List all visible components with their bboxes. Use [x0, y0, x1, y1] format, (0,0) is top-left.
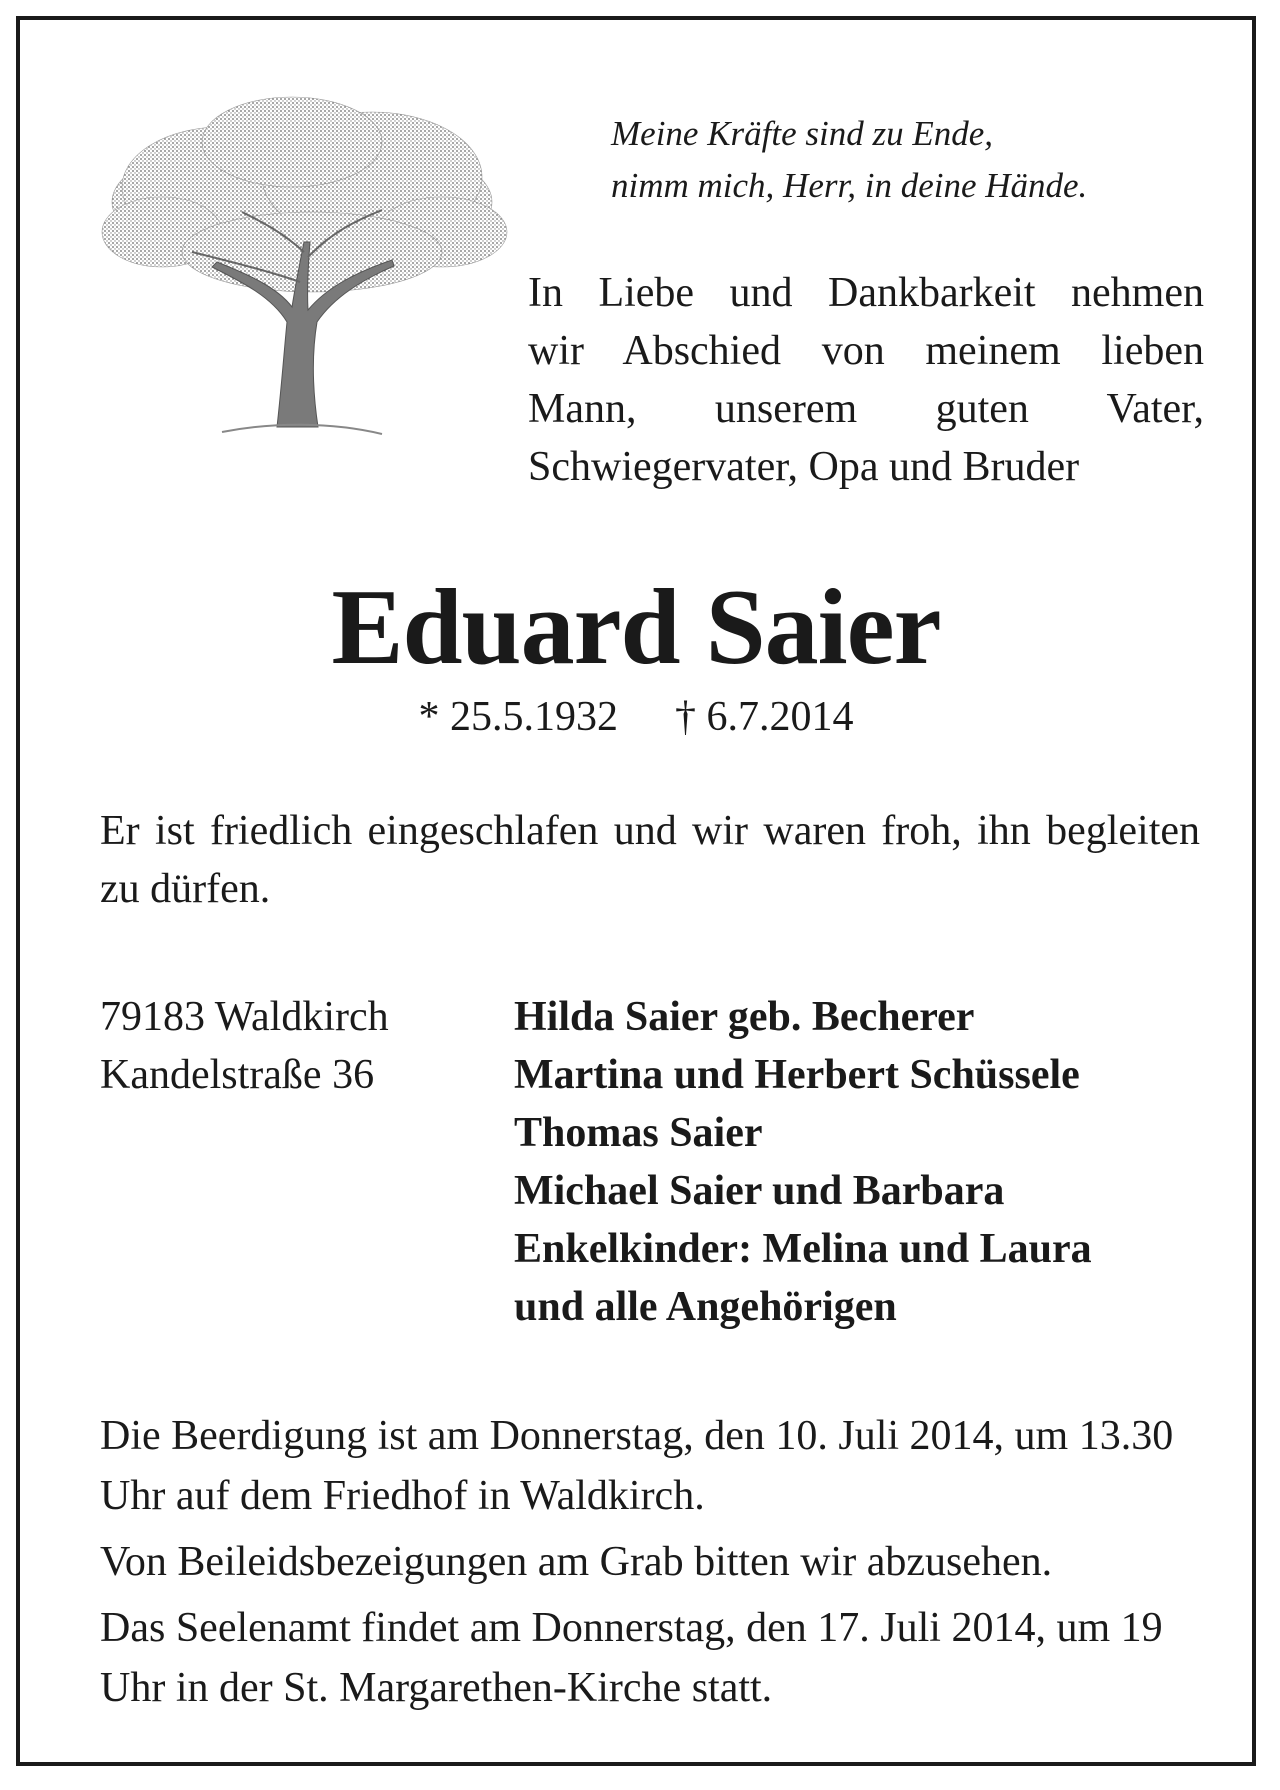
family-member: Martina und Herbert Schüssele: [514, 1052, 1080, 1098]
closing-notes: [100, 1406, 1204, 1724]
life-dates: [20, 692, 1252, 742]
intro-text: [528, 264, 1204, 496]
family-list: [514, 988, 1214, 1336]
family-member: Michael Saier und Barbara: [514, 1168, 1005, 1214]
intro-line-3: Mann, unserem guten Vater,: [528, 386, 1204, 432]
funeral-notice: Die Beerdigung ist am Donnerstag, den 10. Juli 2014, um 13.30 Uhr auf dem Friedhof in Waldkirch.: [100, 1413, 1174, 1519]
quote-line-2: nimm mich, Herr, in deine Hände.: [611, 166, 1088, 205]
mass-notice: Das Seelenamt findet am Donnerstag, den 17. Juli 2014, um 19 Uhr in der St. Margarethen-Kirche statt.: [100, 1605, 1163, 1711]
intro-line-4: Schwiegervater, Opa und Bruder: [528, 444, 1080, 490]
intro-line-1: In Liebe und Dankbarkeit nehmen: [528, 270, 1204, 316]
address: [100, 988, 500, 1104]
family-member: Enkelkinder: Melina und Laura: [514, 1226, 1092, 1272]
family-member: Thomas Saier: [514, 1110, 763, 1156]
condolence-notice: Von Beileidsbezeigungen am Grab bitten wir abzusehen.: [100, 1539, 1053, 1585]
address-line-2: Kandelstraße 36: [100, 1052, 375, 1098]
obituary-frame: [16, 16, 1256, 1766]
intro-line-2: wir Abschied von meinem lieben: [528, 328, 1204, 374]
quote-line-1: Meine Kräfte sind zu Ende,: [611, 114, 994, 153]
family-member: und alle Angehörigen: [514, 1284, 897, 1330]
death-date: † 6.7.2014: [675, 694, 854, 740]
deceased-name: Eduard Saier: [331, 568, 941, 687]
quote: [611, 108, 1231, 212]
family-member: Hilda Saier geb. Becherer: [514, 994, 975, 1040]
birth-date: * 25.5.1932: [418, 694, 618, 740]
message-text: Er ist friedlich eingeschlafen und wir waren froh, ihn begleiten zu dürfen.: [100, 808, 1200, 912]
address-line-1: 79183 Waldkirch: [100, 994, 389, 1040]
tree-icon: [72, 82, 532, 442]
